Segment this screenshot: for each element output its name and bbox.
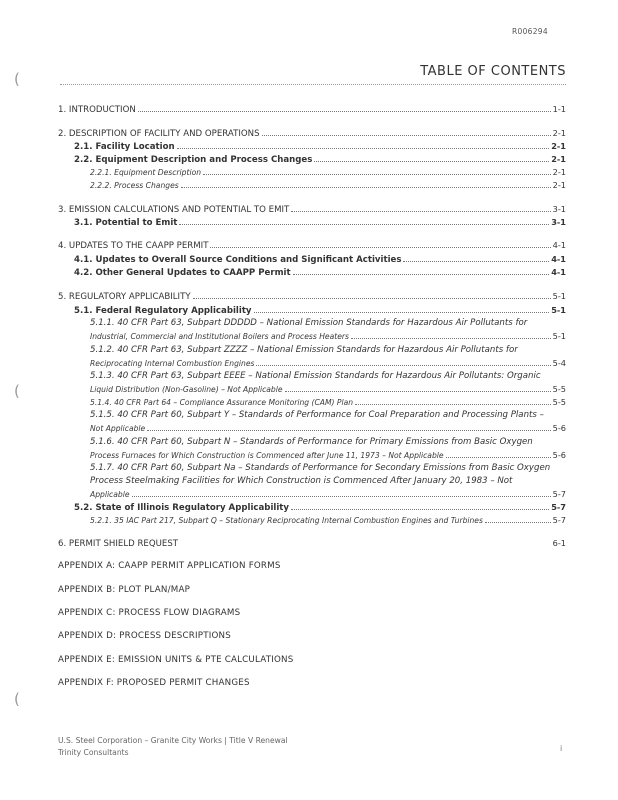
toc-leader	[210, 247, 550, 248]
toc-label: 3.1. Potential to Emit	[74, 218, 178, 228]
toc-section-5-1-5-line1: 5.1.5. 40 CFR Part 60, Subpart Y – Standards of Performance for Coal Preparation and Processing Plants –	[90, 410, 544, 420]
toc-section-5-1-7-line1: 5.1.7. 40 CFR Part 60, Subpart Na – Standards of Performance for Secondary Emissions from Basic Oxygen	[90, 463, 551, 473]
title-divider	[60, 84, 566, 85]
page-number: i	[560, 744, 563, 753]
toc-page: 2-1	[552, 167, 566, 177]
toc-section-5-1[interactable]	[74, 305, 566, 317]
toc-section-5-1-7-line2: Process Steelmaking Facilities for Which Construction is Commenced After January 20, 1983 – Not	[90, 476, 513, 486]
toc-page: 5-6	[552, 450, 566, 460]
toc-page: 2-1	[552, 128, 566, 138]
toc-page: 5-5	[552, 397, 566, 407]
toc-label: 5.2. State of Illinois Regulatory Applicability	[74, 503, 289, 513]
footer-company: Trinity Consultants	[58, 748, 129, 757]
appendix-d-link[interactable]: APPENDIX D: PROCESS DESCRIPTIONS	[58, 631, 231, 641]
toc-page: 6-1	[552, 538, 566, 548]
toc-leader	[138, 111, 551, 112]
toc-page: 4-1	[551, 254, 566, 264]
toc-label: 2.2. Equipment Description and Process Changes	[74, 155, 313, 165]
toc-label: 5.2.1. 35 IAC Part 217, Subpart Q – Stationary Reciprocating Internal Combustion Engines and Turbines	[90, 516, 483, 525]
page-title: TABLE OF CONTENTS	[420, 64, 566, 79]
toc-leader	[147, 430, 550, 431]
toc-label: 2.2.2. Process Changes	[90, 181, 179, 190]
toc-leader	[181, 187, 551, 188]
toc-label: 5.1.4. 40 CFR Part 64 – Compliance Assurance Monitoring (CAM) Plan	[90, 398, 354, 407]
toc-label: 4.1. Updates to Overall Source Conditions and Significant Activities	[74, 255, 402, 265]
toc-label: 2.1. Facility Location	[74, 142, 175, 152]
toc-leader	[446, 457, 551, 458]
appendix-b-link[interactable]: APPENDIX B: PLOT PLAN/MAP	[58, 585, 191, 595]
toc-page: 2-1	[551, 141, 566, 151]
toc-page: 3-1	[551, 217, 566, 227]
toc-label: Industrial, Commercial and Institutional Boilers and Process Heaters	[90, 332, 349, 341]
toc-label: Process Furnaces for Which Construction is Commenced after June 11, 1973 – Not Applicable	[90, 451, 444, 460]
toc-page: 5-1	[551, 305, 566, 315]
toc-leader	[285, 391, 551, 392]
toc-label: 5. REGULATORY APPLICABILITY	[58, 292, 191, 302]
toc-section-1[interactable]	[58, 104, 566, 116]
toc-section-4-2[interactable]	[74, 267, 566, 279]
toc-section-5-1-6[interactable]	[90, 450, 566, 461]
toc-label: 4.2. Other General Updates to CAAPP Permit	[74, 268, 291, 278]
toc-leader	[291, 211, 550, 212]
binder-hole-mark-icon: (	[14, 690, 20, 708]
toc-leader	[132, 496, 551, 497]
toc-section-2-2-1[interactable]	[90, 167, 566, 178]
toc-leader	[193, 298, 551, 299]
toc-label: Liquid Distribution (Non-Gasoline) – Not Applicable	[90, 385, 283, 394]
toc-section-2-2[interactable]	[74, 154, 566, 166]
toc-leader	[351, 338, 551, 339]
toc-section-5-1-5[interactable]	[90, 423, 566, 434]
toc-leader	[293, 274, 550, 275]
toc-page: 5-7	[552, 489, 566, 499]
toc-section-5-1-4[interactable]	[90, 397, 566, 408]
toc-section-5[interactable]	[58, 291, 566, 303]
toc-section-5-1-1-line1: 5.1.1. 40 CFR Part 63, Subpart DDDDD – National Emission Standards for Hazardous Air Pollutants for	[90, 318, 528, 328]
toc-leader	[254, 312, 550, 313]
toc-page: 5-4	[552, 358, 566, 368]
toc-label: 2.2.1. Equipment Description	[90, 168, 202, 177]
toc-leader	[485, 522, 551, 523]
toc-label: 6. PERMIT SHIELD REQUEST	[58, 539, 179, 549]
toc-section-5-1-6-line1: 5.1.6. 40 CFR Part 60, Subpart N – Standards of Performance for Primary Emissions from Basic Oxygen	[90, 437, 533, 447]
toc-page: 5-6	[552, 423, 566, 433]
toc-leader	[179, 224, 549, 225]
toc-label: 2. DESCRIPTION OF FACILITY AND OPERATIONS	[58, 129, 260, 139]
toc-section-4-1[interactable]	[74, 254, 566, 266]
toc-page: 2-1	[551, 154, 566, 164]
toc-section-3[interactable]	[58, 204, 566, 216]
toc-label: 5.1. Federal Regulatory Applicability	[74, 306, 252, 316]
appendix-a-link[interactable]: APPENDIX A: CAAPP PERMIT APPLICATION FORMS	[58, 561, 281, 571]
toc-leader	[256, 365, 550, 366]
toc-section-3-1[interactable]	[74, 217, 566, 229]
toc-page: 5-1	[552, 291, 566, 301]
toc-section-5-1-7[interactable]	[90, 489, 566, 500]
toc-page: 5-7	[551, 502, 566, 512]
toc-section-2-1[interactable]	[74, 141, 566, 153]
toc-page: 5-5	[552, 384, 566, 394]
toc-section-4[interactable]	[58, 240, 566, 252]
toc-section-5-1-3[interactable]	[90, 384, 566, 395]
toc-leader	[355, 404, 551, 405]
toc-label: 1. INTRODUCTION	[58, 105, 136, 115]
appendix-e-link[interactable]: APPENDIX E: EMISSION UNITS & PTE CALCULATIONS	[58, 655, 294, 665]
toc-section-6[interactable]	[58, 538, 566, 550]
toc-label: 3. EMISSION CALCULATIONS AND POTENTIAL TO EMIT	[58, 205, 290, 215]
toc-page: 5-1	[552, 331, 566, 341]
toc-page: 4-1	[552, 240, 566, 250]
toc-section-5-2[interactable]	[74, 502, 566, 514]
toc-section-2-2-2[interactable]	[90, 180, 566, 191]
toc-page: 5-7	[552, 515, 566, 525]
toc-section-5-1-2[interactable]	[90, 358, 566, 369]
toc-leader	[177, 148, 550, 149]
binder-hole-mark-icon: (	[14, 70, 20, 88]
document-id: R006294	[512, 27, 548, 36]
toc-leader	[291, 509, 549, 510]
toc-section-5-2-1[interactable]	[90, 515, 566, 526]
footer-report-title: U.S. Steel Corporation – Granite City Works | Title V Renewal	[58, 736, 288, 745]
toc-label: Not Applicable	[90, 424, 146, 433]
toc-page: 3-1	[552, 204, 566, 214]
toc-leader	[314, 161, 549, 162]
toc-label: 4. UPDATES TO THE CAAPP PERMIT	[58, 241, 209, 251]
toc-section-5-1-2-line1: 5.1.2. 40 CFR Part 63, Subpart ZZZZ – National Emission Standards for Hazardous Air Pollutants for	[90, 345, 518, 355]
binder-hole-mark-icon: (	[14, 382, 20, 400]
toc-section-5-1-1[interactable]	[90, 331, 566, 342]
toc-leader	[203, 174, 551, 175]
appendix-f-link[interactable]: APPENDIX F: PROPOSED PERMIT CHANGES	[58, 678, 250, 688]
appendix-c-link[interactable]: APPENDIX C: PROCESS FLOW DIAGRAMS	[58, 608, 241, 618]
toc-page: 1-1	[552, 104, 566, 114]
toc-leader	[403, 261, 549, 262]
toc-label: Reciprocating Internal Combustion Engines	[90, 359, 255, 368]
toc-page: 2-1	[552, 180, 566, 190]
toc-section-5-1-3-line1: 5.1.3. 40 CFR Part 63, Subpart EEEE – National Emission Standards for Hazardous Air Pollutants: Organic	[90, 371, 541, 381]
toc-section-2[interactable]	[58, 128, 566, 140]
toc-page: 4-1	[551, 267, 566, 277]
toc-label: Applicable	[90, 490, 130, 499]
toc-leader	[262, 135, 551, 136]
